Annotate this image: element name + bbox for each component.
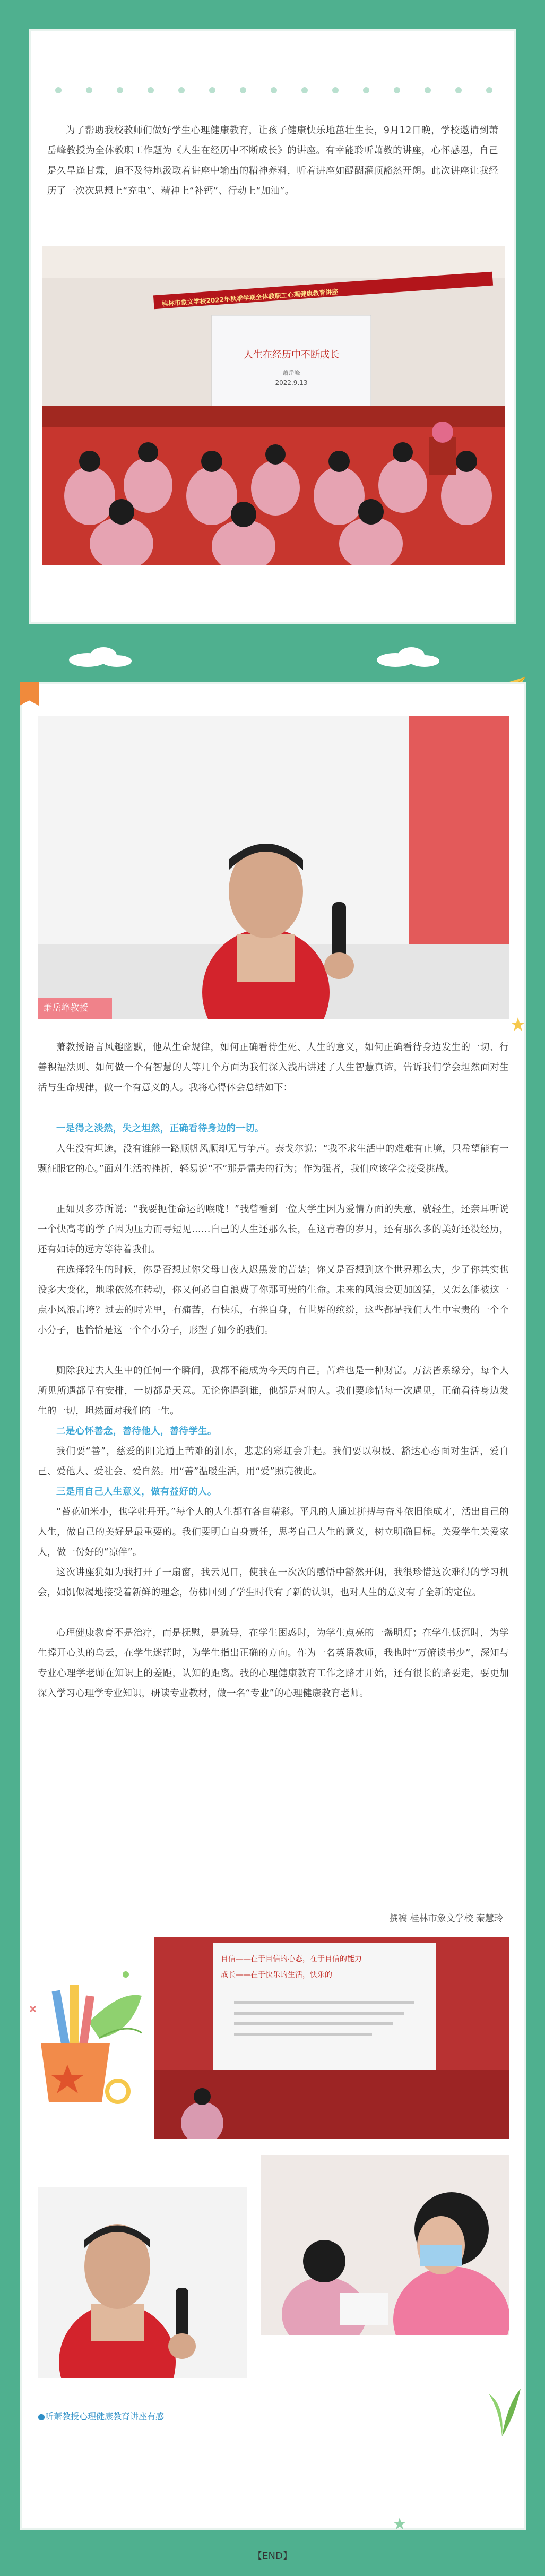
intro-card <box>29 29 516 624</box>
end-marker: 【END】 <box>253 2551 292 2562</box>
body-paragraph-4: 在选择轻生的时候，你是否想过你父母日夜人迟黑发的苦楚；你又是否想到这个世界那么大，少了你其实也没多大变化，地球依然在转动，你又何必自自浪费了你那可贵的生命。未来的风浪会更加凶猛，又怎么能被这一点小风浪击垮？过去的时光里，有痛苦，有快乐，有挫自身，有世界的缤纷，这些都是我们人生中宝贵的一个个小分子，也恰恰是这一个个小分子，形塑了如今的我们。 <box>38 1265 509 1336</box>
body-paragraph-6: 我们要“善”，慈爱的阳光通上苦难的泪水，悲悲的彩虹会升起。我们要以积极、豁达心态面对生活，爱自己、爱他人、爱社会、爱自然。用“善”温暖生活，用“爱”照亮彼此。 <box>38 1446 509 1477</box>
pencil-cup-illustration <box>20 1959 147 2118</box>
slide-line-1: 自信——在于自信的心态，在于自信的能力 <box>221 1955 362 1963</box>
intro-paragraph: 为了帮助我校教师们做好学生心理健康教育，让孩子健康快乐地茁壮生长，9月12日晚，学校邀请到萧岳峰教授为全体教职工作题为《人生在经历中不断成长》的讲座。有幸能聆听萧教的讲座，心怀感恩，自己是久旱逢甘霖，迫不及待地汲取着讲座中输出的精神养料，听着讲座如醍醐灌顶豁然开朗。此次讲座让我经历了一次次思想上“充电”、精神上“补钙”、行动上“加油”。 <box>47 125 498 196</box>
lecture-hall-photo <box>42 246 505 565</box>
plant-decoration <box>478 2378 526 2436</box>
cloud-decoration <box>371 645 446 668</box>
body-paragraph-9: 心理健康教育不是治疗，而是抚慰，是疏导，在学生困惑时，为学生点亮的一盏明灯；在学生低沉时，为学生撑开心头的乌云，在学生迷茫时，为学生指出正确的方向。作为一名英语教师，我也时“万俯读书少”，深知与专业心理学老师在知识上的差距，认知的距离。我的心理健康教育工作之路才开始，还有很长的路要走，要更加深入学习心理学专业知识，研读专业教材，做一名“专业”的心理健康教育老师。 <box>38 1628 509 1699</box>
bookmark-icon <box>20 682 39 706</box>
slide-photo <box>154 1937 509 2139</box>
audience-photo <box>261 2155 509 2335</box>
body-paragraph-8: 这次讲座犹如为我打开了一扇窗，我云见日，使我在一次次的感悟中豁然开朗，我很珍惜这次难得的学习机会，如饥似渴地接受着新鲜的理念，仿佛回到了学生时代有了新的认识，也对人生的意义有了全新的定位。 <box>38 1567 509 1598</box>
article-card <box>20 682 526 2530</box>
slide-date: 2022.9.13 <box>275 379 308 387</box>
cloud-decoration <box>64 645 138 668</box>
slide-title: 人生在经历中不断成长 <box>244 349 339 360</box>
slide-line-2: 成长——在于快乐的生活，快乐的 <box>221 1971 332 1979</box>
speaker-caption: 萧岳峰教授 <box>38 998 112 1019</box>
section-heading-3: 三是用自己人生意义，做有益好的人。 <box>56 1487 217 1497</box>
body-paragraph-2: 人生没有坦途，没有谁能一路顺帆风顺却无与争声。泰戈尔说：“我不求生活中的难难有止境，只希望能有一颗征服它的心。”面对生活的挫折，轻易说“不”那是懦夫的行为；作为强者，我们应该学会接受挑战。 <box>38 1144 509 1174</box>
body-paragraph-5: 厕除我过去人生中的任何一个瞬间，我都不能成为今天的自己。苦难也是一种财富。万法皆系缘分，每个人所见所遇都早有安排，一切都是天意。无论你遇到谁，他都是对的人。我们要珍惜每一次遇见，正确看待身边发生的一切，坦然面对我们的一生。 <box>38 1366 509 1416</box>
slide-sub: 萧岳峰 <box>282 370 300 376</box>
dot-row <box>55 87 496 93</box>
signature: 撰稿 桂林市象文学校 秦慧玲 <box>389 1913 503 1924</box>
star-icon <box>510 1016 526 1032</box>
section-heading-1: 一是得之淡然，失之坦然，正确看待身边的一切。 <box>56 1123 264 1134</box>
body-paragraph-3: 正如贝多芬所说：“我要扼住命运的喉咙！”我曾看到一位大学生因为爱情方面的失意，就轻生，还亲耳听说一个快高考的学子因为压力而寻短见……自己的人生还那么长，在这青春的岁月，还有那么多的美好还没经历，还有如诗的远方等待着我们。 <box>38 1204 509 1255</box>
footer-tag: ●听萧教授心理健康教育讲座有感 <box>38 2411 164 2422</box>
speaker-photo-2 <box>38 2187 247 2378</box>
banner-text: 桂林市象文学校2022年秋季学期全体教职工心理健康教育讲座 <box>161 288 339 308</box>
body-paragraph-1: 萧教授语言风趣幽默，他从生命规律，如何正确看待生死、人生的意义，如何正确看待身边发生的一切、行善积福法则、如何做一个有智慧的人等几个方面为我们深入浅出讲述了人生智慧真谛，告诉我们学会坦然面对生活与生命规律，做一个有意义的人。我将心得体会总结如下： <box>38 1042 509 1093</box>
speaker-photo <box>38 716 509 1019</box>
body-paragraph-7: “苔花如米小，也学牡丹开。”每个人的人生都有各自精彩。平凡的人通过拼搏与奋斗依旧能成才，活出自己的人生，做自己的美好是最重要的。我们要明白自身责任，思考自己人生的意义，树立明确目标。关爱学生关爱家人，做一份好的“凉伴”。 <box>38 1507 509 1558</box>
section-heading-2: 二是心怀善念，善待他人，善待学生。 <box>56 1426 217 1437</box>
star-icon <box>393 2517 406 2530</box>
